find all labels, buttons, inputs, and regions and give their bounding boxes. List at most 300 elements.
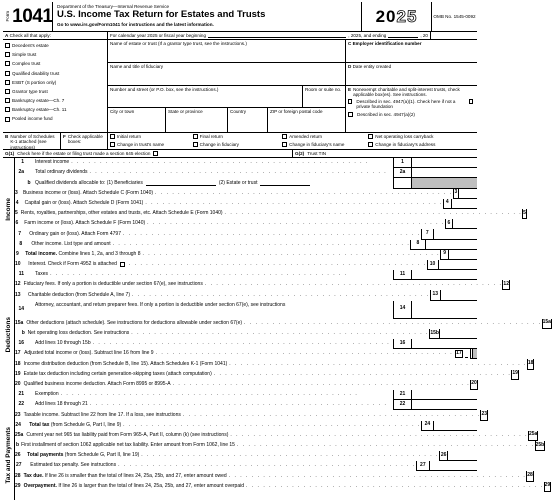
leader-dots: . . . . . . . . . . . . . . . . . . . . . . . . . . . . . . . . . . . . . . . . . . . . . . . . . . . . <box>230 431 528 438</box>
line-description <box>33 270 393 280</box>
line-description-text: Qualified business income deduction. Attach Form 8995 or 8995-A <box>23 380 171 387</box>
line-box-label: 18 <box>527 359 534 369</box>
calendar-year-field[interactable]: For calendar year 2025 or fiscal year beginning , 2025, and ending , 20 <box>108 32 431 39</box>
leader-dots: . . . . . . . . . . . . . . . . . . . . . . . . . . . . . . . . . . . . . . . . . . . . . . . . . . . . <box>236 442 535 449</box>
line-number: 29 <box>15 482 21 489</box>
line-sub-letter <box>25 158 33 168</box>
line-amount-field[interactable] <box>526 209 527 219</box>
line-number: 22 <box>18 401 24 408</box>
line-amount-field[interactable] <box>439 329 477 339</box>
line-description <box>28 461 415 471</box>
line-19 <box>15 370 518 380</box>
inline-amount-field[interactable] <box>465 350 468 358</box>
line-21 <box>15 390 477 400</box>
line-amount-field[interactable] <box>411 301 477 319</box>
estate-trust-amount-field[interactable] <box>260 181 310 186</box>
line-description-text: Current year net 965 tax liability paid from Form 965-A, Part II, column (k) (see instructions) <box>26 431 229 438</box>
inline-line-box: 17 <box>456 350 462 357</box>
checkbox[interactable] <box>5 117 10 122</box>
option-4947a2[interactable]: Described in sec. 4947(a)(2) <box>348 112 475 117</box>
line-box-label: 20 <box>470 380 477 390</box>
line-17 <box>15 349 477 359</box>
line-number: 3 <box>15 189 18 196</box>
line-18 <box>15 359 534 369</box>
line-box-label: 21 <box>393 390 411 400</box>
line-box-label: 13 <box>430 290 440 300</box>
line-4 <box>15 199 477 209</box>
leader-dots: . . . . . . . . . . . . . . . . . . . . . . . . . . . . . . . . . . . . . . . . . . . . . . . . . . . . <box>228 472 527 479</box>
line-box-label: 6 <box>445 219 452 229</box>
line-description <box>19 209 522 219</box>
line-amount-field[interactable] <box>411 168 477 178</box>
form-4952-checkbox[interactable] <box>120 262 125 267</box>
line-number: 19 <box>15 370 21 377</box>
income-lines <box>3 158 526 260</box>
line-amount-field[interactable] <box>411 339 477 349</box>
checkbox[interactable] <box>5 61 10 66</box>
line-number: 17 <box>15 350 21 357</box>
date-created-field[interactable]: D Date entity created <box>346 63 477 86</box>
line-amount-field[interactable] <box>550 482 551 492</box>
line-amount-field <box>411 178 477 188</box>
line-box-label: 25a <box>528 431 537 441</box>
checkbox[interactable] <box>469 99 473 104</box>
line-amount-field[interactable] <box>518 370 519 380</box>
line-number: 18 <box>15 360 21 367</box>
line-1 <box>15 158 477 168</box>
line-box-label: 19 <box>511 370 518 380</box>
line-amount-field[interactable] <box>411 270 477 280</box>
option-bankruptcy-ch7[interactable]: Bankruptcy estate—Ch. 7 <box>5 96 105 105</box>
line-14 <box>15 301 477 319</box>
line-description-text: Qualified dividends allocable to: (1) Beneficiaries <box>35 179 143 186</box>
line-b <box>15 441 545 451</box>
line-amount-field[interactable] <box>544 441 545 451</box>
line-amount-field[interactable] <box>440 290 477 300</box>
street-address-field[interactable]: Number and street (or P.O. box, see the instructions.) <box>108 86 303 108</box>
line-description-text: Capital gain or (loss). Attach Schedule D (Form 1041) <box>24 199 144 206</box>
address-row <box>108 86 345 109</box>
line-box-label: 3 <box>453 189 459 199</box>
line-description-text: Income distribution deduction (from Schedule B, line 15). Attach Schedules K-1 (Form 1041) <box>23 360 228 367</box>
leader-dots: . . . . . . . . . . . . . . . . . . . . . . . . . . . . . . . . . . . . . . . . . . . . . . . . . . . . <box>142 250 441 257</box>
line-27 <box>15 461 477 471</box>
line-description <box>24 319 541 329</box>
line-box-label: 15b <box>429 329 440 339</box>
section-f-label: F Check applicable boxes: <box>61 133 108 149</box>
line-description <box>27 229 420 239</box>
line-sub-letter <box>25 301 33 319</box>
line-number: 20 <box>15 380 21 387</box>
line-description-bold: Overpayment. <box>23 482 57 489</box>
option-nol-carryback[interactable]: Net operating loss carryback <box>368 134 475 141</box>
line-description <box>22 370 512 380</box>
leader-dots: . . . . . . . . . . . . . . . . . . . . . . . . . . . . . . . . . . . . . . . . . . . . . . . . . . . . <box>145 199 443 206</box>
leader-dots: . . . . . . . . . . . . . . . . . . . . . . . . . . . . . . . . . . . . . . . . . . . . . . . . . . . . <box>123 230 421 237</box>
line-description <box>22 219 444 229</box>
line-description-text: Add lines 10 through 15b <box>35 340 91 347</box>
checkbox[interactable] <box>348 112 353 117</box>
option-decedents-estate[interactable]: Decedent's estate <box>5 41 105 50</box>
line-description <box>23 250 440 260</box>
line-description <box>33 400 393 410</box>
checkbox[interactable] <box>5 107 10 112</box>
option-bankruptcy-ch11[interactable]: Bankruptcy estate—Ch. 11 <box>5 105 105 114</box>
line-28 <box>15 471 533 481</box>
checkbox[interactable] <box>5 89 10 94</box>
line-description-text: Attorney, accountant, and return preparer fees. If only a portion is deductible under section 67(e), see instructions <box>35 301 286 308</box>
line-5 <box>15 209 526 219</box>
line-description-text: (from Schedule G, Part I, line 9) <box>50 421 122 428</box>
leader-dots: . . . . . . . . . . . . . . . . . . . . . . . . . . . . . . . . . . . . . . . . . . . . . . . . . . . . <box>89 401 388 408</box>
entity-type-options <box>3 40 108 132</box>
line-box-label: 29 <box>544 482 551 492</box>
line-sub-letter <box>25 400 33 410</box>
line-amount-field[interactable] <box>477 380 478 390</box>
line-amount-field[interactable] <box>533 359 534 369</box>
line-amount-field[interactable] <box>438 260 477 270</box>
line-description-text: Total ordinary dividends <box>35 169 88 176</box>
line-box-label: 22 <box>393 400 411 410</box>
line-description-text: Combine lines 1, 2a, and 3 through 8 <box>58 250 141 257</box>
line-description <box>26 260 426 270</box>
option-grantor-type-trust[interactable]: Grantor type trust <box>5 87 105 96</box>
line-number: 5 <box>15 210 18 217</box>
instructions-link-text: Go to www.irs.gov/Form1041 for instructions and the latest information. <box>57 22 214 28</box>
fiduciary-name-field[interactable]: Name and title of fiduciary <box>108 63 345 86</box>
line-description-text: Estimated tax penalty. See instructions <box>30 462 117 469</box>
section-645-election: G(1) Check here if the estate or filing trust made a section 645 election <box>3 150 293 157</box>
leader-dots: . . . . . . . . . . . . . . . . . . . . . . . . . . . . . . . . . . . . . . . . . . . . . . . . . . . . <box>112 240 411 247</box>
department-text: Department of the Treasury—Internal Revenue Service <box>57 4 170 9</box>
option-complex-trust[interactable]: Complex trust <box>5 59 105 68</box>
line-number: 21 <box>18 391 24 398</box>
line-number: 8 <box>19 240 23 247</box>
leader-dots: . . . . . . . . . . . . . . . . . . . . . . . . . . . . . . . . . . . . . . . . . . . . . . . . . . . . <box>92 340 391 347</box>
line-sub-letter <box>25 270 33 280</box>
line-description <box>27 421 421 431</box>
line-amount-field[interactable] <box>452 219 477 229</box>
line-amount-field[interactable] <box>411 400 477 410</box>
leader-dots: . . . . . . . . . . . . . . . . . . . . . . . . . . . . . . . . . . . . . . . . . . . . . . . . . . . . <box>229 360 527 367</box>
line-sub-letter: b <box>27 179 31 186</box>
line-8 <box>15 240 477 250</box>
tax-year-prefix: 20 <box>375 6 397 26</box>
beneficiaries-amount-field[interactable] <box>146 181 216 186</box>
option-change-fiduciary-name[interactable]: Change in fiduciary's name <box>282 142 368 149</box>
option-4947a1[interactable]: Described in sec. 4947(a)(1). Check here if not a private foundation <box>348 99 475 110</box>
line-description <box>19 441 535 451</box>
leader-dots: . . . . . . . . . . . . . . . . . . . . . . . . . . . . . . . . . . . . . . . . . . . . . . . . . . . . <box>224 210 523 217</box>
line-amount-field[interactable] <box>429 461 477 471</box>
leader-dots: . . . . . . . . . . . . . . . . . . . . . . . . . . . . . . . . . . . . . . . . . . . . . . . . . . . . <box>128 261 427 268</box>
line-box-label: 4 <box>443 199 451 209</box>
line-number: 13 <box>15 291 21 298</box>
line-description-bold: Total income. <box>25 250 58 257</box>
line-box-label: 15a <box>542 319 551 329</box>
line-amount-field <box>472 349 477 359</box>
payments-side-label: Tax and Payments <box>3 410 15 500</box>
line-number: 26 <box>15 452 21 459</box>
line-description <box>23 199 443 209</box>
line-number: 1 <box>21 159 24 166</box>
leader-dots: . . . . . . . . . . . . . . . . . . . . . . . . . . . . . . . . . . . . . . . . . . . . . . . . . . . . <box>60 391 359 398</box>
line-amount-field[interactable] <box>509 280 510 290</box>
line-box-label: 16 <box>393 339 411 349</box>
leader-dots: . . . . . . . . . . . . . . . . . . . . . . . . . . . . . . . . . . . . . . . . . . . . . . . . . . . . <box>141 452 439 459</box>
line-description-text: Estate tax deduction including certain generation-skipping taxes (attach computation) <box>23 370 212 377</box>
line-box-label: 10 <box>427 260 438 270</box>
line-description-bold: Tax due. <box>23 472 44 479</box>
line-25a <box>15 431 538 441</box>
option-pooled-income-fund[interactable]: Pooled income fund <box>5 115 105 124</box>
line-number: 25a <box>15 431 24 438</box>
line-number: 7 <box>18 230 21 237</box>
line-box-label: 23 <box>480 410 487 420</box>
line-description <box>22 280 503 290</box>
line-box-label: 1 <box>393 158 411 168</box>
option-simple-trust[interactable]: Simple trust <box>5 50 105 59</box>
line-box-label: 7 <box>421 229 433 239</box>
option-change-fiduciary-address[interactable]: Change in fiduciary's address <box>368 142 475 149</box>
line-amount-field[interactable] <box>458 189 477 199</box>
ein-field[interactable]: C Employer identification number <box>346 40 477 63</box>
line-20 <box>15 380 477 390</box>
checkbox[interactable] <box>348 99 352 104</box>
leader-dots: . . . . . . . . . . . . . . . . . . . . . . . . . . . . . . . . . . . . . . . . . . . . . . . . . . . . <box>155 350 454 357</box>
line-amount-field[interactable] <box>411 390 477 400</box>
line-description-text: Exemption <box>35 391 59 398</box>
line-sub-letter: b <box>16 442 20 449</box>
line-description <box>22 349 453 359</box>
line-box-label <box>393 178 411 188</box>
omb-number: OMB No. 1545-0092 <box>431 2 477 31</box>
leader-dots: . . . . . . . . . . . . . . . . . . . . . . . . . . . . . . . . . . . . . . . . . . . . . . . . . . . . <box>50 271 348 278</box>
form-lines <box>3 158 551 492</box>
line-description-bold: Total payments <box>27 452 64 459</box>
calendar-year-row <box>3 32 477 40</box>
option-qualified-disability-trust[interactable]: Qualified disability trust <box>5 69 105 78</box>
line-box-label: 9 <box>440 250 448 260</box>
line-7 <box>15 229 477 239</box>
checkbox[interactable] <box>5 80 10 85</box>
estate-name-field[interactable]: Name of estate or trust (If a grantor type trust, see the instructions.) <box>108 40 345 63</box>
line-amount-field[interactable] <box>433 229 477 239</box>
line-amount-field[interactable] <box>425 240 477 250</box>
line-description-text: Taxable income. Subtract line 22 from line 17. If a loss, see instructions <box>23 411 181 418</box>
line-description-text: Rents, royalties, partnerships, other estates and trusts, etc. Attach Schedule E (Form 1040) <box>20 210 223 217</box>
option-change-fiduciary[interactable]: Change in fiduciary <box>193 142 283 149</box>
leader-dots: . . . . . . . . . . . . . . . . . . . . . . . . . . . . . . . . . . . . . . . . . . . . . . . . . . . . <box>89 169 388 176</box>
line-description-text: (from Schedule G, Part II, line 19) <box>64 452 140 459</box>
line-number: 2a <box>18 169 24 176</box>
checkbox[interactable] <box>5 71 10 76</box>
line-2a <box>15 168 477 178</box>
line-description-text: Other income. List type and amount <box>31 240 111 247</box>
form-label: Form <box>5 11 10 22</box>
schedules-k1-count[interactable]: B Number of Schedules K-1 attached (see instructions) <box>3 133 61 149</box>
line-3 <box>15 189 477 199</box>
line-sub-letter <box>25 168 33 178</box>
option-initial-return[interactable]: Initial return <box>110 134 193 141</box>
line-description <box>21 189 453 199</box>
leader-dots: . . . . . . . . . . . . . . . . . . . . . . . . . . . . . . . . . . . . . . . . . . . . . . . . . . . . <box>182 411 481 418</box>
line-23 <box>15 410 488 420</box>
line-description <box>22 380 471 390</box>
line-sub-letter <box>25 339 33 349</box>
line-box-label: 14 <box>393 301 411 319</box>
line-description-bold: Total tax <box>29 421 50 428</box>
line-24 <box>15 421 477 431</box>
nonexempt-trust-section: E Nonexempt charitable and split-interest trusts, check applicable box(es). See instructions. Described in sec. 4947(a)(1). Check here if not a private foundation Described in sec. 4947(a)(2) <box>346 86 477 132</box>
deduction-lines <box>3 260 551 410</box>
line-sub-letter: b <box>21 330 25 337</box>
name-address-fields <box>108 40 345 132</box>
state-field[interactable]: State or province <box>166 108 228 132</box>
form-header <box>3 2 477 32</box>
line-description-text: If line 26 is smaller than the total of lines 24, 25a, 25b, and 27, enter amount owed <box>44 472 227 479</box>
city-field[interactable]: City or town <box>108 108 166 132</box>
form-title: U.S. Income Tax Return for Estates and Trusts <box>57 9 266 21</box>
line-13 <box>15 290 477 300</box>
room-suite-field[interactable]: Room or suite no. <box>305 86 342 92</box>
line-box-label: 25b <box>535 441 545 451</box>
city-row <box>108 108 345 132</box>
line-box-label: 26 <box>439 451 447 461</box>
line-description <box>33 178 393 188</box>
line-description <box>26 329 429 339</box>
line-sub-letter <box>25 390 33 400</box>
check-heading: A Check all that apply: <box>3 32 108 39</box>
line-number: 23 <box>15 411 21 418</box>
section-f-options <box>108 133 477 149</box>
leader-dots: . . . . . . . . . . . . . . . . . . . . . . . . . . . . . . . . . . . . . . . . . . . . . . . . . . . . <box>244 319 542 326</box>
line-number: 12 <box>15 281 21 288</box>
leader-dots: . . . . . . . . . . . . . . . . . . . . . . . . . . . . . . . . . . . . . . . . . . . . . . . . . . . . <box>246 482 544 489</box>
line-amount-field[interactable] <box>533 471 534 481</box>
line-description-text: Add lines 18 through 21 <box>35 401 88 408</box>
checkbox[interactable] <box>5 98 10 103</box>
form-1041-page <box>3 2 551 489</box>
line-description <box>29 240 410 250</box>
line-box-label: 8 <box>410 240 424 250</box>
line-description <box>26 290 430 300</box>
line-b <box>15 329 477 339</box>
line-description <box>22 410 481 420</box>
line-number: 16 <box>18 340 24 347</box>
line-26 <box>15 451 477 461</box>
line-number <box>15 178 25 188</box>
line-box-label: 24 <box>421 421 433 431</box>
checkbox[interactable] <box>5 52 10 57</box>
leader-dots: . . . . . . . . . . . . . . . . . . . . . . . . . . . . . . . . . . . . . . . . . . . . . . . . . . . . <box>155 189 453 196</box>
line-description <box>33 301 393 319</box>
line-box-label: 5 <box>522 209 526 219</box>
line-description-text: Farm income or (loss). Attach Schedule F (Form 1040) <box>24 220 146 227</box>
line-6 <box>15 219 477 229</box>
leader-dots: . . . . . . . . . . . . . . . . . . . . . . . . . . . . . . . . . . . . . . . . . . . . . . . . . . . . <box>172 380 471 387</box>
line-amount-field[interactable] <box>537 431 538 441</box>
option-final-return[interactable]: Final return <box>193 134 283 141</box>
country-field[interactable]: Country <box>228 108 268 132</box>
line-number: 9 <box>16 250 19 257</box>
section-g-row <box>3 150 477 158</box>
line-b <box>15 178 477 188</box>
line-amount-field[interactable] <box>447 451 477 461</box>
leader-dots: . . . . . . . . . . . . . . . . . . . . . . . . . . . . . . . . . . . . . . . . . . . . . . . . . . . . <box>204 281 503 288</box>
line-description <box>33 168 393 178</box>
line-description-text: Interest. Check if Form 4952 is attached <box>28 261 117 268</box>
section-645-checkbox[interactable] <box>153 151 158 156</box>
line-description-text: Charitable deduction (from Schedule A, line 7) <box>27 291 130 298</box>
option-amended-return[interactable]: Amended return <box>282 134 368 141</box>
line-box-label: 2a <box>393 168 411 178</box>
deductions-side-label: Deductions <box>3 260 15 410</box>
line-number: 6 <box>15 220 19 227</box>
line-number: 28 <box>15 472 21 479</box>
payment-lines <box>3 410 551 492</box>
leader-dots: . . . . . . . . . . . . . . . . . . . . . . . . . . . . . . . . . . . . . . . . . . . . . . . . . . . . <box>213 370 512 377</box>
leader-dots: . . . . . . . . . . . . . . . . . . . . . . . . . . . . . . . . . . . . . . . . . . . . . . . . . . . . <box>147 220 445 227</box>
line-description <box>24 431 528 441</box>
line-description-text: Other deductions (attach schedule). See instructions for deductions allowable under section 67(e) <box>26 319 243 326</box>
line-amount-field[interactable] <box>411 158 477 168</box>
line-29 <box>15 482 551 492</box>
line-number: 24 <box>15 421 21 428</box>
option-change-trust-name[interactable]: Change in trust's name <box>110 142 193 149</box>
line-number: 11 <box>18 271 24 278</box>
line-box-label: 28 <box>526 471 533 481</box>
line-box-label: 11 <box>393 270 411 280</box>
line-description <box>22 482 544 492</box>
line-description-text: Taxes <box>35 271 49 278</box>
line-description <box>33 390 393 400</box>
line-description-text: If line 26 is larger than the total of lines 24, 25a, 25b, and 27, enter amount overpaid <box>58 482 244 489</box>
leader-dots: . . . . . . . . . . . . . . . . . . . . . . . . . . . . . . . . . . . . . . . . . . . . . . . . . . . . <box>123 421 421 428</box>
line-number: 10 <box>15 261 21 268</box>
form-number: 1041 <box>12 5 53 27</box>
line-description-text: Business income or (loss). Attach Schedule C (Form 1040) <box>22 189 154 196</box>
line-box-label: 12 <box>502 280 509 290</box>
line-amount-field[interactable] <box>433 421 477 431</box>
line-description-text: First installment of section 1062 applicable net tax liability. Enter amount from Form 1062, line 15 <box>21 442 235 449</box>
line-description-text: Fiduciary fees. If only a portion is deductible under section 67(e), see instructions <box>23 281 203 288</box>
leader-dots: . . . . . . . . . . . . . . . . . . . . . . . . . . . . . . . . . . . . . . . . . . . . . . . . . . . . <box>118 462 416 469</box>
line-22 <box>15 400 477 410</box>
zip-field[interactable]: ZIP or foreign postal code <box>270 109 323 115</box>
line-description <box>22 359 527 369</box>
line-description <box>33 339 393 349</box>
line-description-text: Adjusted total income or (loss). Subtract line 16 from line 9 <box>24 350 154 357</box>
section-f-row <box>3 133 477 150</box>
identification-block <box>3 40 477 133</box>
trust-tin-field[interactable]: G(2) Trust TIN <box>295 150 327 156</box>
tax-year <box>361 2 431 31</box>
line-description <box>25 451 439 461</box>
checkbox[interactable] <box>5 43 10 48</box>
line-description-text: Interest income <box>35 159 70 166</box>
line-9 <box>15 250 477 260</box>
line-description <box>22 471 527 481</box>
option-esbt[interactable]: ESBT (S portion only) <box>5 78 105 87</box>
line-description-text: Ordinary gain or (loss). Attach Form 4797 <box>29 230 121 237</box>
line-amount-field[interactable] <box>448 250 477 260</box>
line-12 <box>15 280 509 290</box>
line-amount-field[interactable] <box>451 199 477 209</box>
tax-year-suffix: 25 <box>396 6 418 26</box>
line-amount-field[interactable] <box>487 410 488 420</box>
line-number: 14 <box>18 305 24 312</box>
